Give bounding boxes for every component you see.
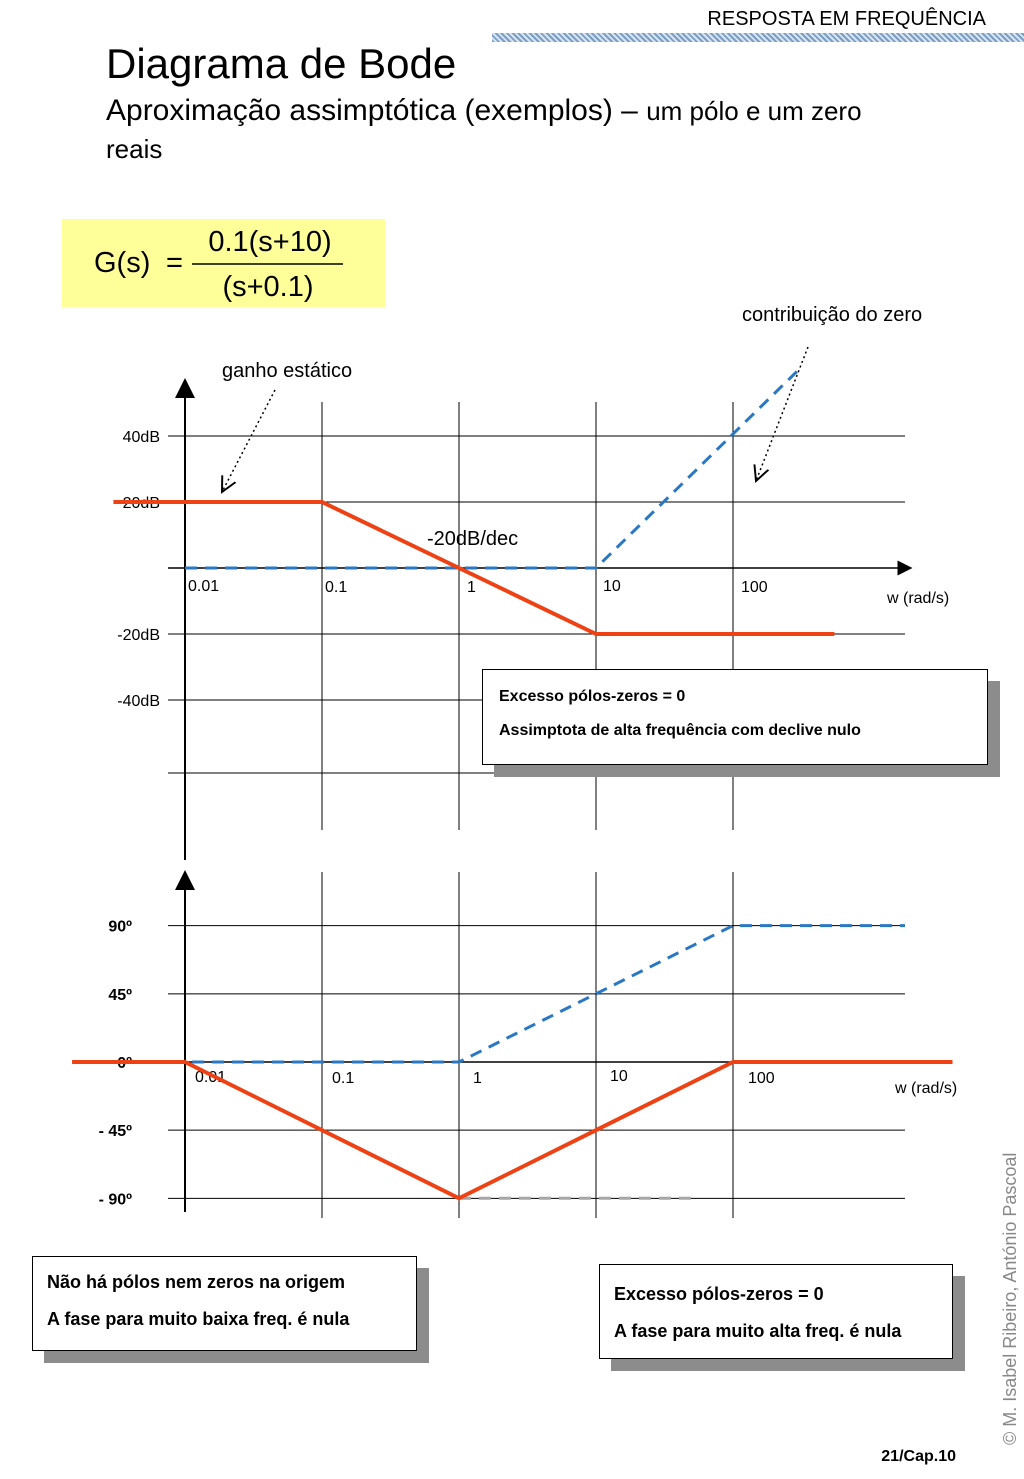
x-axis-label: w (rad/s) [887, 590, 950, 607]
static-gain-label: ganho estático [222, 360, 353, 382]
page-title: Diagrama de Bode [106, 40, 457, 87]
slope-label: -20dB/dec [427, 528, 519, 550]
magnitude-plot [113, 370, 949, 860]
x-tick-label: 1 [467, 579, 476, 596]
phase-plot [72, 872, 957, 1218]
high-frequency-note-box [599, 1264, 953, 1359]
x-tick-label: 10 [603, 578, 621, 595]
y-tick-label: - 90º [98, 1191, 132, 1209]
magnitude-note-box [482, 669, 988, 765]
header-title: RESPOSTA EM FREQUÊNCIA [707, 8, 986, 30]
y-tick-label: 0º [117, 1055, 132, 1072]
x-tick-label: 0.1 [325, 579, 348, 596]
low-frequency-note-line-2: A fase para muito baixa freq. é nula [47, 1309, 350, 1329]
annotation-arrows [222, 304, 922, 550]
y-tick-label: 90º [108, 918, 132, 936]
y-tick-label: -40dB [117, 693, 160, 710]
magnitude-note-line-1: Excesso pólos-zeros = 0 [499, 688, 686, 705]
formula-denominator: (s+0.1) [222, 271, 314, 303]
x-tick-label: 0.1 [332, 1070, 355, 1087]
x-tick-label: 0.01 [195, 1069, 227, 1086]
formula-numerator: 0.1(s+10) [208, 226, 332, 258]
formula-lhs: G(s) [94, 247, 151, 279]
high-frequency-note-line-2: A fase para muito alta freq. é nula [614, 1321, 902, 1341]
y-tick-label: 40dB [122, 429, 160, 446]
x-tick-label: 1 [473, 1070, 482, 1087]
copyright: © M. Isabel Ribeiro, António Pascoal [1000, 1152, 1020, 1445]
x-tick-label: 10 [610, 1068, 628, 1085]
formula-equals: = [166, 247, 183, 279]
subtitle-main: Aproximação assimptótica (exemplos) – [106, 94, 647, 127]
subtitle-tail: um pólo e um zero reais [106, 96, 862, 164]
zero-contribution-arrow [756, 347, 808, 481]
high-frequency-note-line-1: Excesso pólos-zeros = 0 [614, 1284, 824, 1304]
x-axis-label: w (rad/s) [895, 1080, 958, 1097]
magnitude-note-line-2: Assimptota de alta frequência com declive nulo [499, 722, 861, 739]
static-gain-arrow [222, 390, 275, 492]
x-tick-label: 100 [741, 579, 768, 596]
zero-contribution-label: contribuição do zero [742, 304, 923, 326]
y-tick-label: - 45º [98, 1123, 132, 1141]
y-tick-label: -20dB [117, 627, 160, 644]
low-frequency-note-box [32, 1256, 417, 1351]
slide-number: 21/Cap.10 [881, 1448, 956, 1465]
y-tick-label: 20dB [122, 495, 160, 512]
low-frequency-note-line-1: Não há pólos nem zeros na origem [47, 1272, 346, 1292]
y-tick-label: 45º [108, 986, 132, 1004]
x-tick-label: 0.01 [188, 578, 220, 595]
x-tick-label: 100 [748, 1070, 775, 1087]
